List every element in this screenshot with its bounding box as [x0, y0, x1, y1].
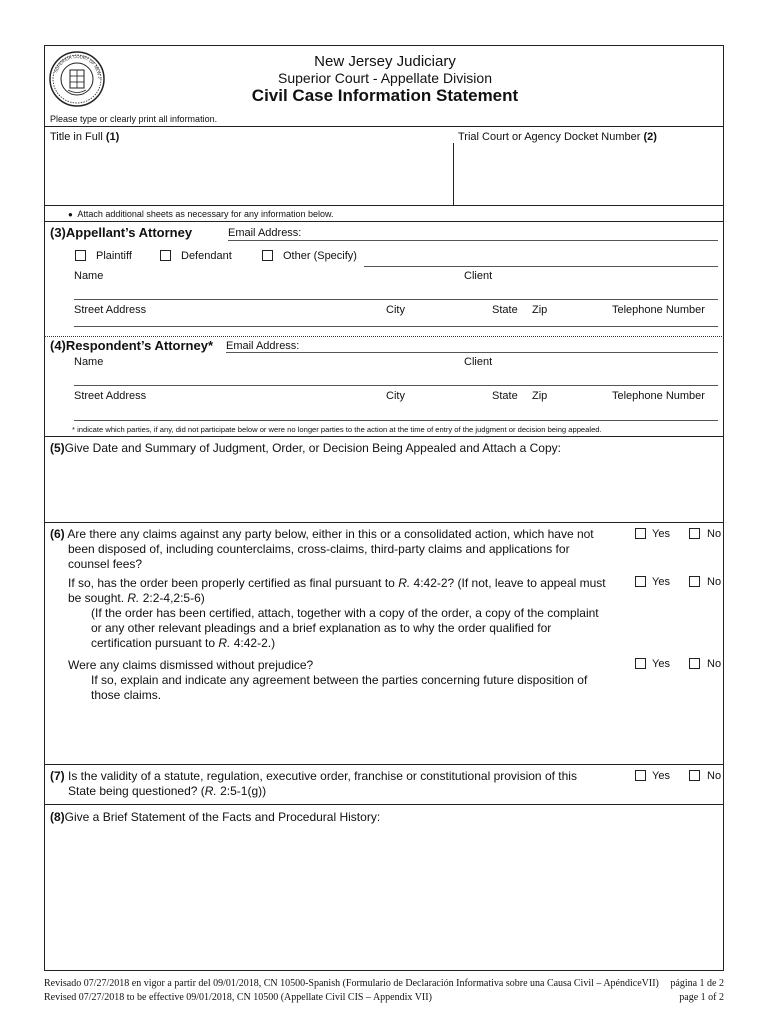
q3-no-label: No: [707, 658, 722, 670]
appellant-heading: (3)Appellant’s Attorney: [50, 225, 193, 240]
section7-line1: (7) Is the validity of a statute, regulation, executive order, franchise or constitutional provision of this: [50, 769, 577, 783]
docket-number-field[interactable]: [458, 143, 718, 203]
section6-q2-line3: (If the order has been certified, attach, together with a copy of the order, a copy of the complaint: [91, 606, 599, 620]
q2-yes-label: Yes: [652, 576, 670, 588]
plaintiff-label: Plaintiff: [96, 250, 132, 262]
title-in-full-label: Title in Full (1): [50, 131, 120, 143]
respondent-street-label: Street Address: [74, 390, 147, 402]
section5-field[interactable]: [50, 458, 718, 520]
respondent-state-label: State: [492, 390, 518, 402]
respondent-footnote: * indicate which parties, if any, did not participate below or were no longer parties to the action at the time of entry of the judgment or decision being appealed.: [72, 425, 602, 434]
defendant-label: Defendant: [181, 250, 232, 262]
appellant-phone-label: Telephone Number: [612, 304, 705, 316]
appellant-name-label: Name: [74, 270, 104, 282]
other-label: Other (Specify): [283, 250, 357, 262]
respondent-email-label: Email Address:: [226, 340, 300, 352]
section8-field[interactable]: [50, 828, 718, 966]
respondent-client-label: Client: [464, 356, 493, 368]
attach-note: ● Attach additional sheets as necessary for any information below.: [68, 209, 334, 219]
section6-q1-line3: counsel fees?: [68, 557, 143, 571]
footer-spanish-page: página 1 de 2: [670, 978, 724, 989]
appellant-street-label: Street Address: [74, 304, 147, 316]
section6-q3-line3: those claims.: [91, 688, 162, 702]
section6-q2-line4: or any other relevant pleadings and a brief explanation as to why the order qualified for: [91, 621, 552, 635]
q2-no-checkbox[interactable]: [689, 576, 700, 587]
q3-no-checkbox[interactable]: [689, 658, 700, 669]
respondent-zip-label: Zip: [532, 390, 548, 402]
appellant-email-label: Email Address:: [228, 227, 302, 239]
section6-explanation-field[interactable]: [91, 704, 718, 760]
q7-yes-label: Yes: [652, 770, 670, 782]
section8-label: (8)Give a Brief Statement of the Facts and Procedural History:: [50, 810, 381, 824]
appellant-city-label: City: [386, 304, 405, 316]
appellant-client-label: Client: [464, 270, 493, 282]
footer-english-page: page 1 of 2: [679, 992, 724, 1003]
defendant-checkbox[interactable]: [160, 250, 171, 261]
q1-no-label: No: [707, 528, 722, 540]
q2-yes-checkbox[interactable]: [635, 576, 646, 587]
q3-yes-label: Yes: [652, 658, 670, 670]
section6-q2-line1: If so, has the order been properly certified as final pursuant to R. 4:42-2? (If not, leave to appeal must: [68, 576, 606, 590]
form-title: Civil Case Information Statement: [251, 86, 519, 105]
section7-line2: State being questioned? (R. 2:5-1(g)): [68, 784, 267, 798]
header-line2: Superior Court - Appellate Division: [278, 70, 492, 86]
section6-q3-line2: If so, explain and indicate any agreement between the parties concerning future disposition of: [91, 673, 588, 687]
title-in-full-field[interactable]: [50, 143, 448, 203]
section6-q1-line2: been disposed of, including counterclaims, cross-claims, third-party claims and applications for: [68, 542, 570, 556]
instructions: Please type or clearly print all information.: [50, 114, 218, 124]
footer-spanish-revision: Revisado 07/27/2018 en vigor a partir del 09/01/2018, CN 10500-Spanish (Formulario de Declaración Informativa sobre una Causa Civil – ApéndiceVII): [44, 978, 659, 989]
seal-text: SUPERIOR COURT OF NEW J: [53, 53, 103, 79]
q7-no-label: No: [707, 770, 722, 782]
respondent-city-label: City: [386, 390, 405, 402]
other-checkbox[interactable]: [262, 250, 273, 261]
appellant-state-label: State: [492, 304, 518, 316]
section6-q2-line2: be sought. R. 2:2-4,2:5-6): [68, 591, 205, 605]
section6-q2-line5: certification pursuant to R. 4:42-2.): [91, 636, 276, 650]
footer-english-revision: Revised 07/27/2018 to be effective 09/01/2018, CN 10500 (Appellate Civil CIS – Appendix VII): [44, 992, 432, 1003]
header-line1: New Jersey Judiciary: [314, 53, 456, 70]
q2-no-label: No: [707, 576, 722, 588]
respondent-heading: (4)Respondent’s Attorney*: [50, 338, 213, 353]
plaintiff-checkbox[interactable]: [75, 250, 86, 261]
docket-number-label: Trial Court or Agency Docket Number (2): [458, 131, 657, 143]
section6-q1-line1: (6) Are there any claims against any party below, either in this or a consolidated action, which have not: [50, 527, 594, 541]
respondent-name-label: Name: [74, 356, 104, 368]
q1-yes-label: Yes: [652, 528, 670, 540]
q1-yes-checkbox[interactable]: [635, 528, 646, 539]
section5-label: (5)Give Date and Summary of Judgment, Order, or Decision Being Appealed and Attach a Copy:: [50, 441, 561, 455]
appellant-zip-label: Zip: [532, 304, 548, 316]
q7-yes-checkbox[interactable]: [635, 770, 646, 781]
respondent-phone-label: Telephone Number: [612, 390, 705, 402]
q7-no-checkbox[interactable]: [689, 770, 700, 781]
q1-no-checkbox[interactable]: [689, 528, 700, 539]
section6-q3-line1: Were any claims dismissed without prejudice?: [68, 658, 314, 672]
q3-yes-checkbox[interactable]: [635, 658, 646, 669]
